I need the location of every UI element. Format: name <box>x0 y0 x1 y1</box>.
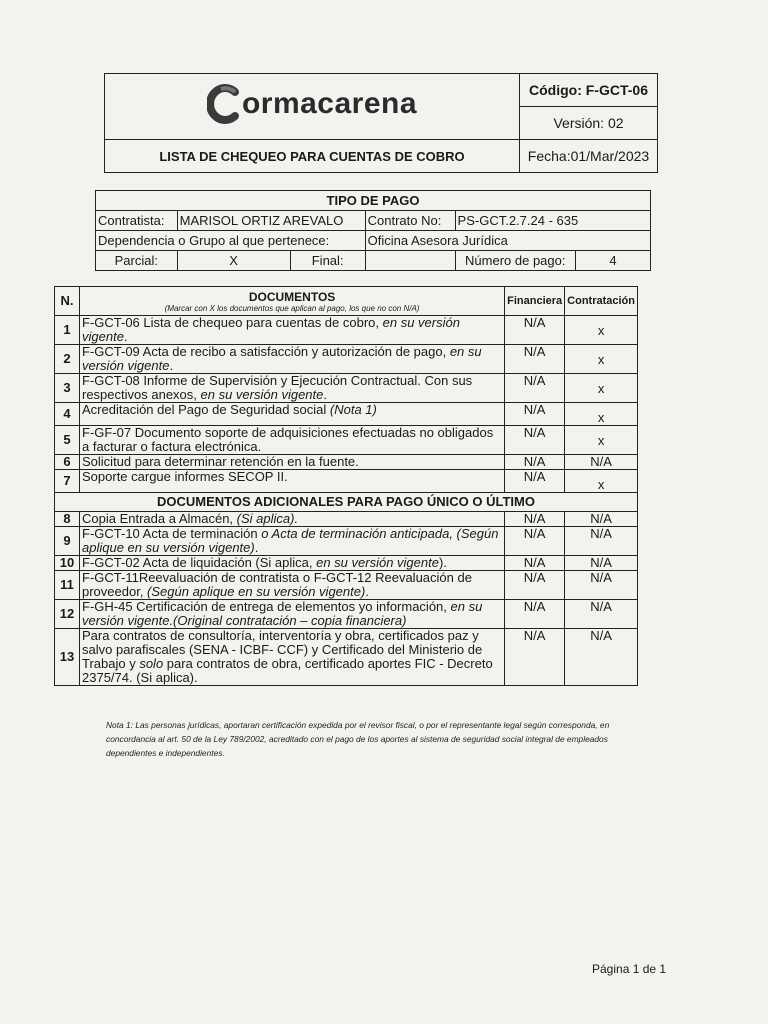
contratacion-value: x <box>565 470 638 493</box>
document-row <box>55 316 638 345</box>
contratacion-value: N/A <box>565 629 638 686</box>
form-version: Versión: 02 <box>520 107 658 140</box>
row-description <box>80 316 505 345</box>
row-number: 5 <box>55 426 80 455</box>
documents-table <box>54 286 638 686</box>
row-text: F-GCT-08 Informe de Supervisión y Ejecución Contractual. Con sus respectivos anexos, <box>82 373 473 402</box>
contratacion-value: x <box>565 316 638 345</box>
row-number: 2 <box>55 345 80 374</box>
contratacion-value: N/A <box>565 455 638 470</box>
financiera-value: N/A <box>505 470 565 493</box>
document-header <box>104 73 658 173</box>
financiera-value: N/A <box>505 455 565 470</box>
row-text-tail: . <box>123 329 128 344</box>
contractor-value: MARISOL ORTIZ AREVALO <box>177 211 365 231</box>
contratacion-value: x <box>565 426 638 455</box>
partial-value: X <box>177 251 290 271</box>
row-text: F-GCT-09 Acta de recibo a satisfacción y autorización de pago, <box>82 344 450 359</box>
row-text-italic: (Nota 1) <box>329 402 377 417</box>
additional-documents-rows <box>55 512 638 686</box>
row-text-tail: para contratos de obra, certificado aportes FIC - Decreto 2375/74. (Si aplica). <box>82 656 493 685</box>
documents-header-note: (Marcar con X los documentos que aplican al pago, los que no con N/A) <box>164 303 420 313</box>
col-number-header: N. <box>55 287 80 316</box>
form-code: Código: F-GCT-06 <box>520 74 658 107</box>
financiera-value: N/A <box>505 426 565 455</box>
row-number: 4 <box>55 403 80 426</box>
contratacion-value: x <box>565 403 638 426</box>
contractor-label: Contratista: <box>96 211 178 231</box>
logo-text: ormacarena <box>241 87 418 120</box>
document-row <box>55 470 638 493</box>
row-text-tail: ). <box>438 555 447 570</box>
contratacion-value: N/A <box>565 571 638 600</box>
row-text-italic: en su versión vigente <box>82 344 482 373</box>
row-text-italic: (Si aplica). <box>236 511 299 526</box>
row-text-italic: (Según aplique en su versión vigente) <box>147 584 366 599</box>
row-number: 8 <box>55 512 80 527</box>
row-text-italic: en su versión vigente <box>200 387 324 402</box>
financiera-value: N/A <box>505 512 565 527</box>
row-text: Solicitud para determinar retención en la fuente. <box>82 454 359 469</box>
documents-header-label: DOCUMENTOS <box>248 289 336 304</box>
contratacion-value: N/A <box>565 512 638 527</box>
payment-number-label: Número de pago: <box>455 251 575 271</box>
col-financiera-header: Financiera <box>505 287 565 316</box>
documents-rows <box>55 316 638 493</box>
form-title: LISTA DE CHEQUEO PARA CUENTAS DE COBRO <box>105 140 520 173</box>
row-description <box>80 426 505 455</box>
financiera-value: N/A <box>505 345 565 374</box>
document-row <box>55 426 638 455</box>
dependency-value: Oficina Asesora Jurídica <box>365 231 650 251</box>
row-description <box>80 527 505 556</box>
document-row <box>55 455 638 470</box>
contratacion-value: N/A <box>565 556 638 571</box>
row-text: F-GH-45 Certificación de entrega de elementos yo información, <box>82 599 451 614</box>
document-row <box>55 374 638 403</box>
row-description <box>80 600 505 629</box>
additional-documents-title: DOCUMENTOS ADICIONALES PARA PAGO ÚNICO O ÚLTIMO <box>55 493 638 512</box>
financiera-value: N/A <box>505 527 565 556</box>
financiera-value: N/A <box>505 571 565 600</box>
row-number: 10 <box>55 556 80 571</box>
form-date: Fecha:01/Mar/2023 <box>520 140 658 173</box>
row-description <box>80 571 505 600</box>
final-value <box>365 251 455 271</box>
contract-number-value: PS-GCT.2.7.24 - 635 <box>455 211 650 231</box>
row-text: Copia Entrada a Almacén, <box>82 511 237 526</box>
partial-label: Parcial: <box>96 251 178 271</box>
row-text: F-GCT-10 Acta de terminación <box>82 526 262 541</box>
row-description <box>80 345 505 374</box>
row-text-italic: en su versión vigente <box>82 315 460 344</box>
row-text: Para contratos de consultoría, interventoría y obra, certificados paz y salvo parafiscales (SENA - ICBF- CCF) y Certificado del Ministerio de Trabajo y <box>82 628 483 671</box>
logo-cell <box>105 74 520 140</box>
document-row <box>55 403 638 426</box>
financiera-value: N/A <box>505 316 565 345</box>
row-description <box>80 374 505 403</box>
row-text: F-GCT-06 Lista de chequeo para cuentas de cobro, <box>82 315 383 330</box>
contratacion-value: N/A <box>565 527 638 556</box>
row-text-tail: . <box>169 358 174 373</box>
col-documents-header <box>80 287 505 316</box>
row-text-tail: . <box>254 540 259 555</box>
row-text: F-GCT-11Reevaluación de contratista o F-GCT-12 Reevaluación de proveedor, <box>82 570 472 599</box>
col-contratacion-header: Contratación <box>565 287 638 316</box>
row-description <box>80 629 505 686</box>
document-row <box>55 600 638 629</box>
row-number: 7 <box>55 470 80 493</box>
document-row <box>55 571 638 600</box>
row-number: 9 <box>55 527 80 556</box>
final-label: Final: <box>290 251 365 271</box>
dependency-label: Dependencia o Grupo al que pertenece: <box>96 231 366 251</box>
row-number: 6 <box>55 455 80 470</box>
row-description <box>80 512 505 527</box>
row-number: 13 <box>55 629 80 686</box>
row-text: F-GF-07 Documento soporte de adquisiciones efectuadas no obligados a facturar o factura electrónica. <box>82 425 494 454</box>
row-number: 11 <box>55 571 80 600</box>
footnote: Nota 1: Las personas jurídicas, aportaran certificación expedida por el revisor fiscal, o por el representante legal según corresponda, en concordancia al art. 50 de la Ley 789/2002, acreditado con el pago de los aportes al sistema de seguridad social integral de empleados dependientes e independientes. <box>106 720 610 758</box>
row-text-tail: . <box>323 387 327 402</box>
logo-c-icon <box>207 84 241 124</box>
financiera-value: N/A <box>505 600 565 629</box>
document-row <box>55 527 638 556</box>
row-description <box>80 455 505 470</box>
contratacion-value: N/A <box>565 600 638 629</box>
cormacarena-logo <box>207 84 417 124</box>
row-text-italic: o Acta de terminación anticipada, (Según aplique en su versión vigente) <box>82 526 499 555</box>
document-row <box>55 556 638 571</box>
row-text: Soporte cargue informes SECOP II. <box>82 469 288 484</box>
document-row <box>55 512 638 527</box>
financiera-value: N/A <box>505 556 565 571</box>
payment-type-table <box>95 190 651 271</box>
row-text: F-GCT-02 Acta de liquidación (Si aplica, <box>82 555 317 570</box>
document-row <box>55 629 638 686</box>
payment-number-value: 4 <box>576 251 651 271</box>
contratacion-value: x <box>565 345 638 374</box>
row-description <box>80 556 505 571</box>
payment-type-title: TIPO DE PAGO <box>96 191 651 211</box>
row-text-italic: en su versión vigente <box>316 555 439 570</box>
row-text-italic: en su versión vigente.(Original contratación – copia financiera) <box>82 599 483 628</box>
financiera-value: N/A <box>505 629 565 686</box>
row-number: 3 <box>55 374 80 403</box>
document-row <box>55 345 638 374</box>
contratacion-value: x <box>565 374 638 403</box>
row-number: 1 <box>55 316 80 345</box>
row-description <box>80 403 505 426</box>
row-description <box>80 470 505 493</box>
row-number: 12 <box>55 600 80 629</box>
financiera-value: N/A <box>505 374 565 403</box>
row-text-tail: . <box>365 584 369 599</box>
page-number: Página 1 de 1 <box>592 962 667 976</box>
row-text: Acreditación del Pago de Seguridad social <box>82 402 330 417</box>
financiera-value: N/A <box>505 403 565 426</box>
contract-number-label: Contrato No: <box>365 211 455 231</box>
row-text-italic: solo <box>139 656 164 671</box>
